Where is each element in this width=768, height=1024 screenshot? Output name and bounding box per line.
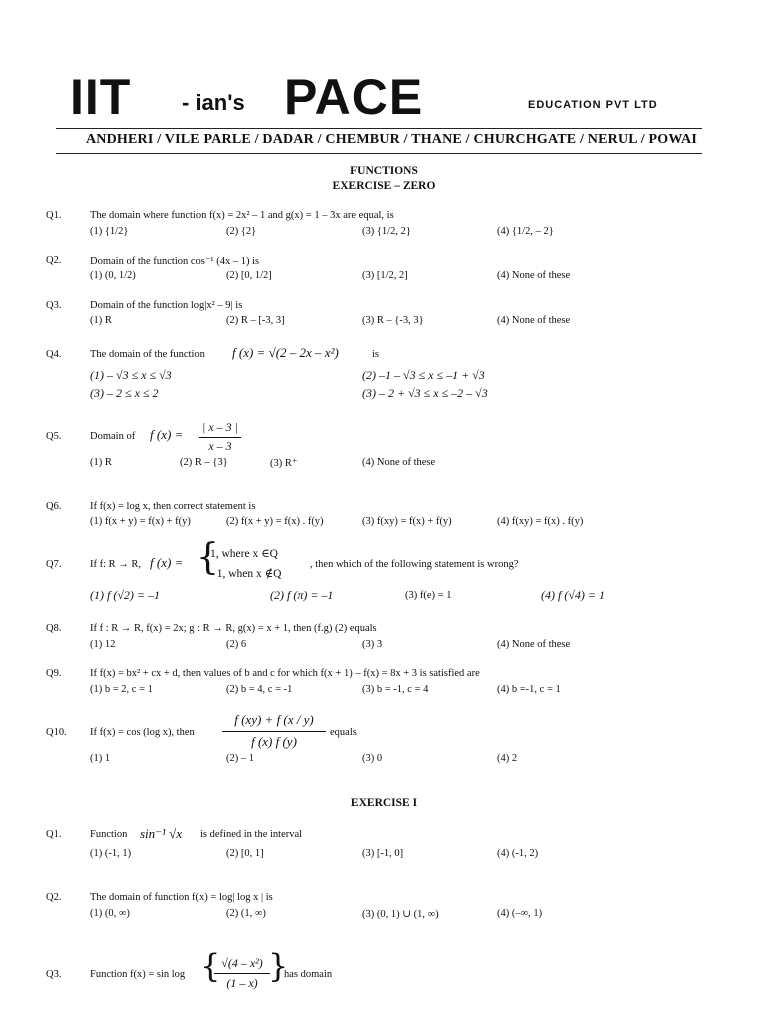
option-3: (3) f(xy) = f(x) + f(y) xyxy=(362,516,452,527)
option-1: (1) f(x + y) = f(x) + f(y) xyxy=(90,516,191,527)
question-number: Q5. xyxy=(46,431,62,442)
option-2: (2) R – {3} xyxy=(180,457,228,468)
formula: sin⁻¹ √x xyxy=(140,826,183,841)
option-3: (3) [-1, 0] xyxy=(362,848,404,859)
question-text: The domain of function f(x) = log| log x | is xyxy=(90,892,273,903)
fraction-bar xyxy=(222,731,326,732)
option-3: (3) (0, 1) ∪ (1, ∞) xyxy=(362,909,439,920)
option-4: (4) b =-1, c = 1 xyxy=(497,684,561,695)
option-3: (3) 0 xyxy=(362,753,383,764)
option-1: (1) b = 2, c = 1 xyxy=(90,684,153,695)
option-3: (3) 3 xyxy=(362,639,383,650)
option-2: (2) – 1 xyxy=(226,753,254,764)
fraction-numerator: f (xy) + f (x / y) xyxy=(234,712,314,727)
option-1: (1) f (√2) = –1 xyxy=(90,588,161,602)
question-number: Q6. xyxy=(46,501,62,512)
option-3: (3) [1/2, 2] xyxy=(362,270,408,281)
question-text: Domain of xyxy=(90,431,136,442)
formula-lhs: f (x) = xyxy=(150,555,184,570)
question-number: Q9. xyxy=(46,668,62,679)
option-2: (2) b = 4, c = -1 xyxy=(226,684,293,695)
company-name: EDUCATION PVT LTD xyxy=(528,99,658,111)
question-number: Q4. xyxy=(46,349,62,360)
option-4: (4) None of these xyxy=(497,270,571,281)
option-1: (1) R xyxy=(90,457,112,468)
question-text: If f(x) = log x, then correct statement is xyxy=(90,501,256,512)
right-brace: } xyxy=(268,947,289,985)
option-2: (2) f(x + y) = f(x) . f(y) xyxy=(226,516,324,527)
option-2: (2) {2} xyxy=(226,226,257,237)
question-text: If f : R → R, f(x) = 2x; g : R → R, g(x) = x + 1, then (f.g) (2) equals xyxy=(90,623,377,634)
option-2: (2) (1, ∞) xyxy=(226,908,266,919)
option-1: (1) (0, ∞) xyxy=(90,908,130,919)
logo-iit: IIT xyxy=(70,69,132,125)
option-4: (4) (–∞, 1) xyxy=(497,908,543,919)
logo-ians: - ian's xyxy=(182,90,245,115)
branch-list: ANDHERI / VILE PARLE / DADAR / CHEMBUR / THANE / CHURCHGATE / NERUL / POWAI xyxy=(86,132,697,147)
option-3: (3) R⁺ xyxy=(270,458,298,469)
section-subtitle: EXERCISE – ZERO xyxy=(332,180,436,192)
question-number: Q2. xyxy=(46,255,62,266)
formula: f (x) = √(2 – 2x – x²) xyxy=(232,345,339,360)
option-4: (4) f (√4) = 1 xyxy=(541,588,606,602)
option-2: (2) [0, 1/2] xyxy=(226,270,272,281)
option-1: (1) R xyxy=(90,315,112,326)
case-1: 1, where x ∈Q xyxy=(210,548,278,560)
question-text: Function f(x) = sin log xyxy=(90,969,186,980)
option-2: (2) 6 xyxy=(226,639,247,650)
question-number: Q3. xyxy=(46,969,62,980)
question-text: Domain of the function log|x² – 9| is xyxy=(90,300,243,311)
question-text: If f: R → R, xyxy=(90,559,142,570)
formula-lhs: f (x) = xyxy=(150,427,184,442)
option-1: (1) (-1, 1) xyxy=(90,848,132,859)
question-text: Function xyxy=(90,829,128,840)
question-number: Q10. xyxy=(46,727,67,738)
question-tail: has domain xyxy=(284,969,333,980)
question-number: Q1. xyxy=(46,829,62,840)
fraction-denominator: x – 3 xyxy=(208,439,232,453)
option-4: (4) f(xy) = f(x) . f(y) xyxy=(497,516,584,527)
option-2: (2) [0, 1] xyxy=(226,848,264,859)
fraction-bar xyxy=(214,973,270,974)
fraction-bar xyxy=(199,437,241,438)
fraction-denominator: f (x) f (y) xyxy=(251,734,297,749)
case-2: - 1, when x ∉Q xyxy=(210,568,282,580)
question-text: The domain of the function xyxy=(90,349,205,360)
question-tail: , then which of the following statement is wrong? xyxy=(310,559,519,570)
section-title: EXERCISE I xyxy=(350,797,418,809)
option-4: (4) (-1, 2) xyxy=(497,848,539,859)
option-3: (3) f(e) = 1 xyxy=(405,590,452,601)
left-brace: { xyxy=(196,537,219,578)
question-number: Q2. xyxy=(46,892,62,903)
option-4: (4) 2 xyxy=(497,753,518,764)
option-4: (4) None of these xyxy=(497,639,571,650)
question-text: If f(x) = bx² + cx + d, then values of b and c for which f(x + 1) – f(x) = 8x + 3 is satisfied are xyxy=(90,668,480,679)
question-tail: is xyxy=(372,349,380,360)
header-rule-bottom xyxy=(56,153,702,154)
option-1: (1) 12 xyxy=(90,639,116,650)
section-title: FUNCTIONS xyxy=(350,165,418,177)
option-2: (2) –1 – √3 ≤ x ≤ –1 + √3 xyxy=(362,368,485,382)
question-tail: equals xyxy=(330,727,357,738)
question-number: Q8. xyxy=(46,623,62,634)
option-3: (3) b = -1, c = 4 xyxy=(362,684,429,695)
question-number: Q3. xyxy=(46,300,62,311)
option-3: (3) {1/2, 2} xyxy=(362,226,411,237)
question-tail: is defined in the interval xyxy=(200,829,303,840)
option-4: (4) {1/2, – 2} xyxy=(497,226,554,237)
logo-pace: PACE xyxy=(284,69,424,125)
option-4: (4) None of these xyxy=(497,315,571,326)
option-1: (1) 1 xyxy=(90,753,111,764)
fraction-numerator: √(4 – x²) xyxy=(221,956,263,970)
fraction-denominator: (1 – x) xyxy=(226,976,258,990)
option-1: (1) – √3 ≤ x ≤ √3 xyxy=(90,368,172,382)
option-1: (1) {1/2} xyxy=(90,226,129,237)
question-number: Q7. xyxy=(46,559,62,570)
question-number: Q1. xyxy=(46,210,62,221)
option-3: (3) R – {-3, 3} xyxy=(362,315,424,326)
header-rule-top xyxy=(56,128,702,129)
left-brace: { xyxy=(200,947,221,985)
option-1: (1) (0, 1/2) xyxy=(90,270,136,281)
fraction-numerator: | x – 3 | xyxy=(202,420,238,434)
question-text: If f(x) = cos (log x), then xyxy=(90,727,195,738)
option-3: (3) – 2 ≤ x ≤ 2 xyxy=(90,386,159,400)
option-4: (4) None of these xyxy=(362,457,436,468)
question-text: Domain of the function cos⁻¹ (4x – 1) is xyxy=(90,256,260,267)
question-text: The domain where function f(x) = 2x² – 1 and g(x) = 1 – 3x are equal, is xyxy=(90,210,394,221)
option-4: (3) – 2 + √3 ≤ x ≤ –2 – √3 xyxy=(362,386,488,400)
option-2: (2) f (π) = –1 xyxy=(270,588,334,602)
option-2: (2) R – [-3, 3] xyxy=(226,315,285,326)
